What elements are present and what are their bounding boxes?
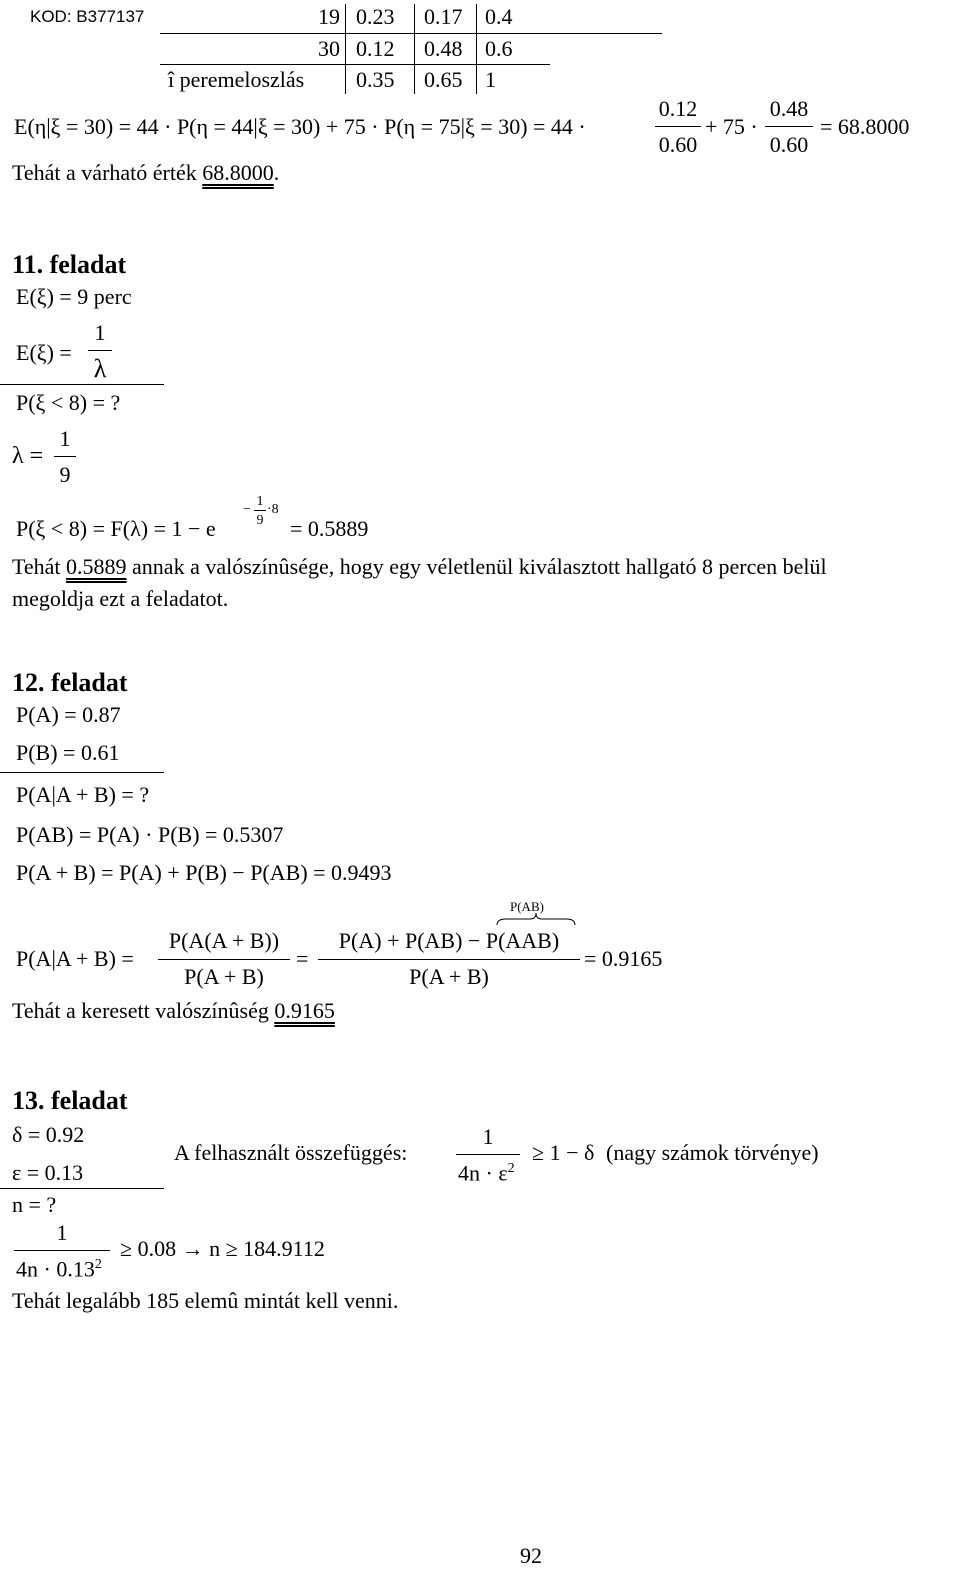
fraction-bar bbox=[765, 126, 813, 127]
fraction-bar bbox=[14, 1250, 110, 1251]
exponent-numerator: 1 bbox=[256, 494, 264, 509]
question-line: P(A|A + B) = ? bbox=[16, 782, 150, 807]
task-conclusion bbox=[12, 556, 827, 578]
fraction-numerator: 1 bbox=[482, 1124, 494, 1149]
fraction-bar bbox=[158, 959, 290, 960]
brace-label: P(AB) bbox=[510, 899, 544, 914]
task-conclusion: megoldja ezt a feladatot. bbox=[12, 586, 229, 611]
formula-label: A felhasznált összefüggés: bbox=[174, 1140, 408, 1165]
fraction-bar bbox=[54, 456, 76, 457]
fraction-bar bbox=[655, 126, 701, 127]
table-cell: 0.23 bbox=[356, 4, 395, 29]
fraction-bar bbox=[88, 350, 112, 351]
fraction-bar bbox=[456, 1154, 520, 1155]
fraction-numerator: P(A(A + B)) bbox=[168, 928, 280, 953]
denominator-text: 4n · 0.13 bbox=[16, 1256, 95, 1282]
fraction-denominator: λ bbox=[93, 354, 107, 383]
table-divider bbox=[345, 4, 346, 94]
fraction-denominator: 0.60 bbox=[769, 132, 809, 157]
question-line: P(ξ < 8) = ? bbox=[16, 390, 121, 415]
table-divider bbox=[414, 4, 415, 94]
task-conclusion bbox=[12, 1000, 335, 1022]
conclusion-text: . bbox=[273, 160, 280, 185]
equals-sign: = bbox=[296, 946, 309, 971]
conclusion-text: Tehát a keresett valószínûség bbox=[12, 998, 275, 1023]
table-divider bbox=[476, 4, 477, 94]
table-cell: 0.12 bbox=[356, 36, 395, 61]
calculation-line: P(ξ < 8) = F(λ) = 1 − e bbox=[16, 516, 216, 541]
table-cell: 0.17 bbox=[424, 4, 463, 29]
page-number: 92 bbox=[520, 1543, 542, 1568]
given-divider bbox=[0, 772, 164, 773]
fraction-denominator: 9 bbox=[59, 462, 71, 487]
calculation-result: = 0.5889 bbox=[290, 516, 369, 541]
fraction-denominator: 0.60 bbox=[658, 132, 698, 157]
question-line: n = ? bbox=[12, 1192, 57, 1217]
table-divider bbox=[160, 64, 550, 65]
expectation-expression: E(η|ξ = 30) = 44 · P(η = 44|ξ = 30) + 75 · P(η = 75|ξ = 30) = 44 · bbox=[14, 114, 586, 139]
given-divider bbox=[0, 1188, 164, 1189]
table-cell: 0.48 bbox=[424, 36, 463, 61]
fraction-denominator: P(A + B) bbox=[409, 964, 489, 989]
fraction-bar bbox=[318, 959, 580, 960]
conclusion-value: 68.8000 bbox=[202, 160, 274, 185]
given-line: E(ξ) = bbox=[16, 340, 72, 365]
fraction-numerator: 1 bbox=[94, 320, 106, 345]
given-line: E(ξ) = 9 perc bbox=[16, 284, 132, 309]
conclusion-text: annak a valószínûsége, hogy egy véletlenül kiválasztott hallgató 8 percen belül bbox=[126, 554, 827, 579]
table-cell: 0.65 bbox=[424, 67, 463, 92]
fraction-numerator: 0.12 bbox=[658, 96, 698, 121]
expectation-conclusion bbox=[12, 162, 279, 184]
fraction-denominator bbox=[458, 1162, 515, 1184]
conditional-lhs: P(A|A + B) = bbox=[16, 946, 134, 971]
fraction-numerator: 0.48 bbox=[769, 96, 809, 121]
given-line: P(B) = 0.61 bbox=[16, 740, 120, 765]
given-line: P(A) = 0.87 bbox=[16, 702, 121, 727]
given-line: δ = 0.92 bbox=[12, 1122, 85, 1147]
given-divider bbox=[0, 384, 164, 385]
table-cell: 0.4 bbox=[485, 4, 513, 29]
fraction-denominator: P(A + B) bbox=[184, 964, 264, 989]
table-divider bbox=[160, 33, 662, 34]
fraction-numerator: P(A) + P(AB) − P(AAB) bbox=[338, 928, 560, 953]
expectation-term: + 75 · bbox=[705, 114, 758, 139]
formula-rhs: ≥ 1 − δ bbox=[532, 1140, 595, 1165]
calculation-line: P(A + B) = P(A) + P(B) − P(AB) = 0.9493 bbox=[16, 860, 392, 885]
expectation-result: = 68.8000 bbox=[820, 114, 910, 139]
table-cell: 1 bbox=[485, 67, 496, 92]
table-cell: 0.6 bbox=[485, 36, 513, 61]
task-title: 11. feladat bbox=[12, 250, 127, 279]
denominator-text: 4n · ε bbox=[458, 1160, 508, 1186]
conclusion-value: 0.5889 bbox=[66, 554, 127, 579]
exponent-denominator: 9 bbox=[256, 513, 264, 528]
given-line: ε = 0.13 bbox=[12, 1160, 84, 1185]
denominator-exponent: 2 bbox=[94, 1257, 102, 1272]
task-conclusion: Tehát legalább 185 elemû mintát kell venni. bbox=[12, 1288, 399, 1313]
table-cell: 19 bbox=[318, 4, 340, 29]
calculation-line: P(AB) = P(A) · P(B) = 0.5307 bbox=[16, 822, 284, 847]
conclusion-text: Tehát a várható érték bbox=[12, 160, 203, 185]
lambda-line: λ = bbox=[12, 443, 44, 469]
calculation-result: ≥ 0.08 → n ≥ 184.9112 bbox=[120, 1236, 325, 1261]
denominator-exponent: 2 bbox=[507, 1161, 515, 1176]
exponent-minus: − bbox=[243, 502, 251, 517]
task-title: 13. feladat bbox=[12, 1086, 128, 1115]
fraction-numerator: 1 bbox=[56, 1220, 68, 1245]
task-title: 12. feladat bbox=[12, 668, 128, 697]
fraction-numerator: 1 bbox=[59, 426, 71, 451]
table-cell: î peremeloszlás bbox=[168, 67, 305, 92]
fraction-denominator bbox=[16, 1258, 102, 1280]
overbrace bbox=[496, 912, 576, 926]
formula-note: (nagy számok törvénye) bbox=[606, 1140, 819, 1165]
conclusion-value: 0.9165 bbox=[274, 998, 335, 1023]
conclusion-text: Tehát bbox=[12, 554, 67, 579]
table-cell: 0.35 bbox=[356, 67, 395, 92]
document-code: KOD: B377137 bbox=[30, 7, 145, 26]
table-cell: 30 bbox=[318, 36, 340, 61]
exponent-multiplier: ·8 bbox=[267, 502, 279, 517]
calculation-result: = 0.9165 bbox=[584, 946, 663, 971]
exponent-bar bbox=[254, 510, 266, 511]
